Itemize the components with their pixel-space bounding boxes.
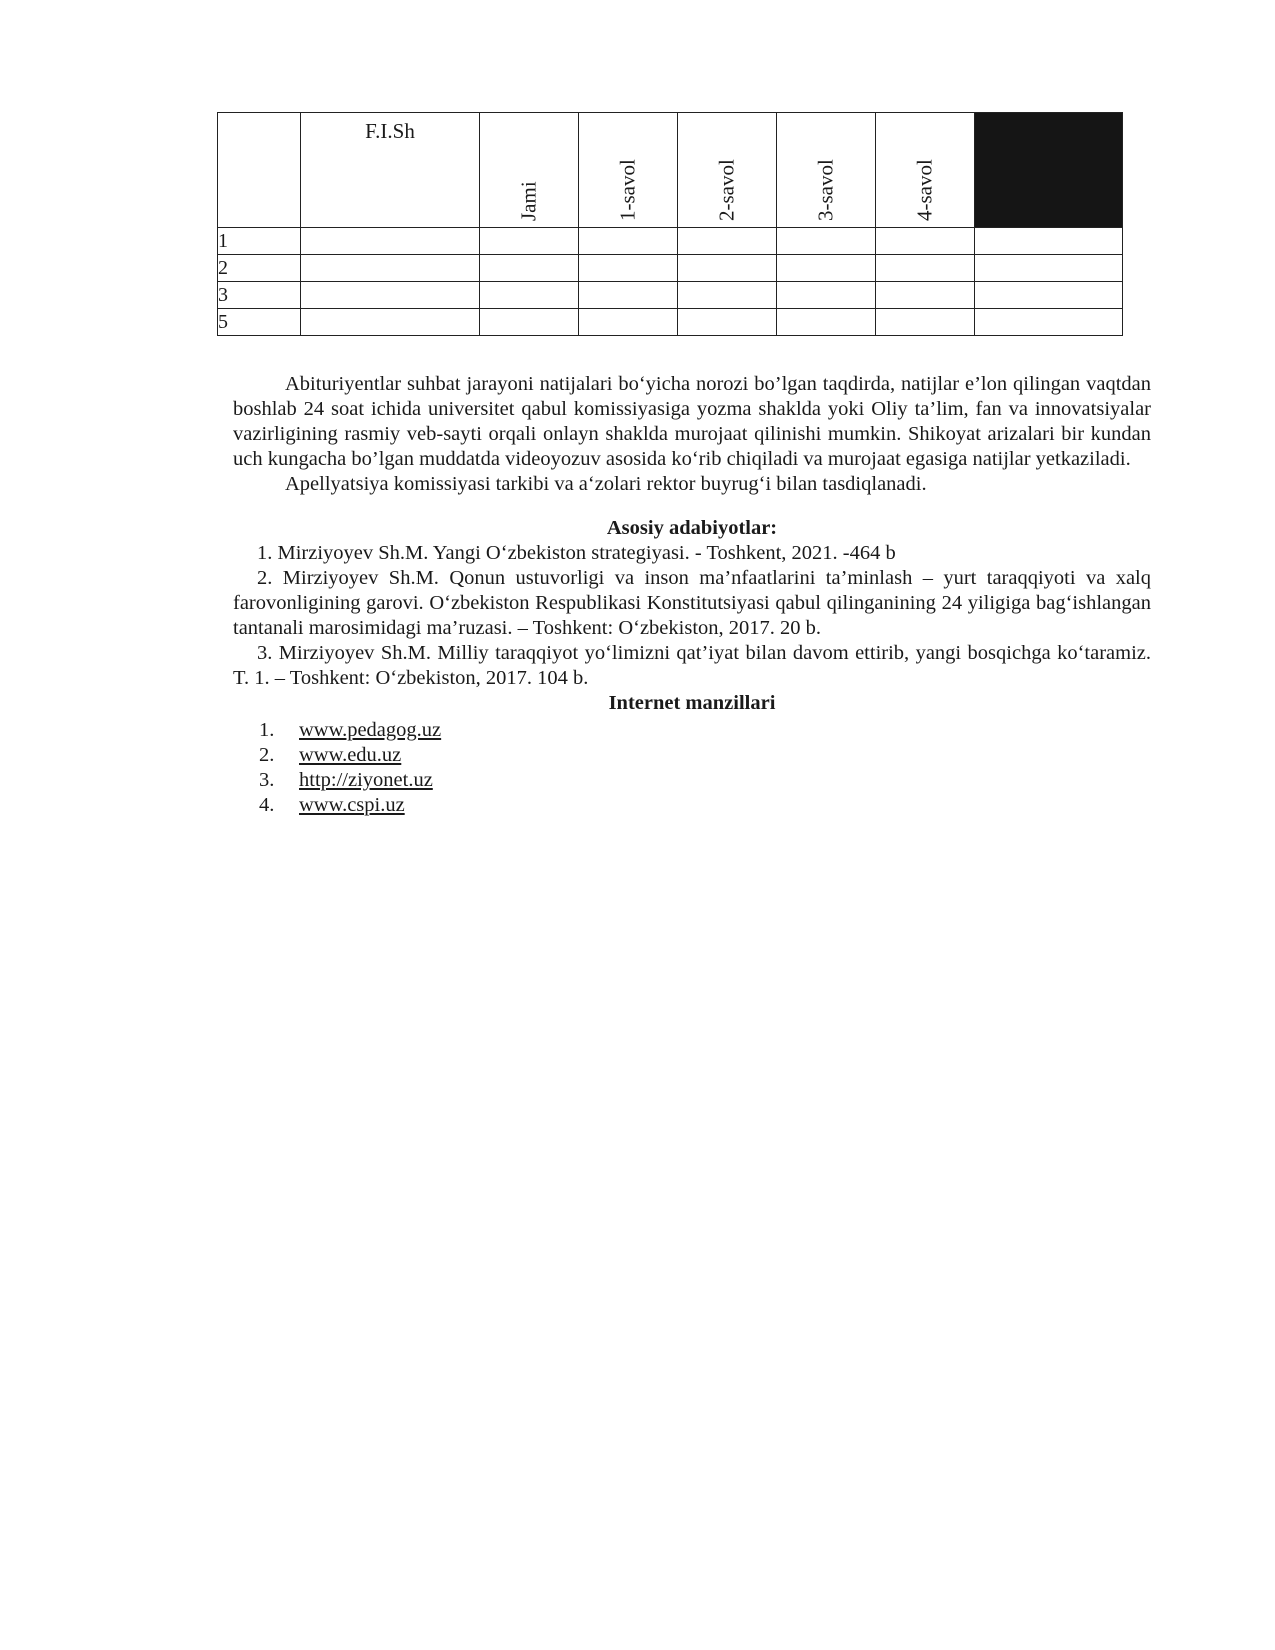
table-cell: [579, 228, 678, 255]
table-cell: [777, 309, 876, 336]
row-number-cell: 1: [218, 228, 301, 255]
table-row: [218, 309, 1123, 336]
table-cell: [975, 309, 1123, 336]
literature-item: 3. Mirziyoyev Sh.M. Milliy taraqqiyot yo‘limizni qat’iyat bilan davom ettirib, yangi bosqichga ko‘taramiz. T. 1. – Toshkent: O‘zbekiston, 2017. 104 b.: [233, 642, 1151, 689]
table-cell: [301, 255, 480, 282]
table-cell: [678, 282, 777, 309]
table-cell: [975, 282, 1123, 309]
table-cell: [678, 228, 777, 255]
table-row: [218, 255, 1123, 282]
link-url[interactable]: www.pedagog.uz: [299, 719, 442, 741]
header-cell-number: [218, 113, 301, 228]
table-cell: [876, 282, 975, 309]
table-header-row: [218, 113, 1123, 228]
table-cell: [876, 255, 975, 282]
table-cell: [876, 228, 975, 255]
literature-item: 2. Mirziyoyev Sh.M. Qonun ustuvorligi va inson ma’nfaatlarini ta’minlash – yurt taraqqiyoti va xalq farovonligining garovi. O‘zbekiston Respublikasi Konstitutsiyasi qabul qilinganining 24 yiligiga bag‘ishlangan tantanali marosimidagi ma’ruzasi. – Toshkent: O‘zbekiston, 2017. 20 b.: [233, 567, 1151, 639]
header-cell-jami: Jami: [480, 113, 579, 228]
internet-links-list: [233, 718, 1151, 818]
link-url[interactable]: http://ziyonet.uz: [299, 769, 433, 791]
header-cell-savol-4: 4-savol: [876, 113, 975, 228]
table-cell: [975, 228, 1123, 255]
table-cell: [579, 309, 678, 336]
link-number: 3.: [259, 769, 275, 791]
table-cell: [480, 228, 579, 255]
header-cell-savol-1: 1-savol: [579, 113, 678, 228]
row-number-cell: 5: [218, 309, 301, 336]
literature-item: 1. Mirziyoyev Sh.M. Yangi O‘zbekiston strategiyasi. - Toshkent, 2021. -464 b: [257, 542, 896, 564]
internet-link-item: [233, 793, 1151, 818]
internet-link-item: [233, 768, 1151, 793]
table-cell: [777, 255, 876, 282]
link-number: 2.: [259, 744, 275, 766]
literature-list: [233, 541, 1151, 691]
table-cell: [678, 309, 777, 336]
table-row: [218, 282, 1123, 309]
appeal-paragraph: Abituriyentlar suhbat jarayoni natijalari bo‘yicha norozi bo’lgan taqdirda, natijlar e’lon qilingan vaqtdan boshlab 24 soat ichida universitet qabul komissiyasiga yozma shaklda yoki Oliy ta’lim, fan va innovatsiyalar vazirligining rasmiy veb-sayti orqali onlayn shaklda murojaat qilinishi mumkin. Shikoyat arizalari bir kundan uch kungacha bo’lgan muddatda videoyozuv asosida ko‘rib chiqiladi va murojaat egasiga natijlar yetkaziladi.: [233, 373, 1151, 470]
table-cell: [975, 255, 1123, 282]
literature-heading: Asosiy adabiyotlar:: [606, 517, 778, 539]
table-cell: [480, 255, 579, 282]
score-table: [217, 112, 1123, 336]
table-cell: [876, 309, 975, 336]
header-cell-savol-2: 2-savol: [678, 113, 777, 228]
link-url[interactable]: www.cspi.uz: [299, 794, 405, 816]
link-number: 4.: [259, 794, 275, 816]
internet-link-item: [233, 743, 1151, 768]
row-number-cell: 3: [218, 282, 301, 309]
document-body: [233, 372, 1151, 818]
header-cell-shaded: [975, 113, 1123, 228]
table-cell: [579, 282, 678, 309]
table-cell: [301, 228, 480, 255]
table-cell: [777, 282, 876, 309]
table-cell: [678, 255, 777, 282]
table-cell: [301, 282, 480, 309]
table-cell: [480, 282, 579, 309]
table-row: [218, 228, 1123, 255]
row-number-cell: 2: [218, 255, 301, 282]
commission-paragraph: Apellyatsiya komissiyasi tarkibi va a‘zolari rektor buyrug‘i bilan tasdiqlanadi.: [285, 473, 927, 495]
table-cell: [579, 255, 678, 282]
internet-heading: Internet manzillari: [608, 692, 776, 714]
header-cell-fish: F.I.Sh: [301, 113, 480, 228]
table-cell: [301, 309, 480, 336]
link-url[interactable]: www.edu.uz: [299, 744, 402, 766]
link-number: 1.: [259, 719, 275, 741]
table-cell: [480, 309, 579, 336]
table-cell: [777, 228, 876, 255]
internet-link-item: [233, 718, 1151, 743]
header-cell-savol-3: 3-savol: [777, 113, 876, 228]
